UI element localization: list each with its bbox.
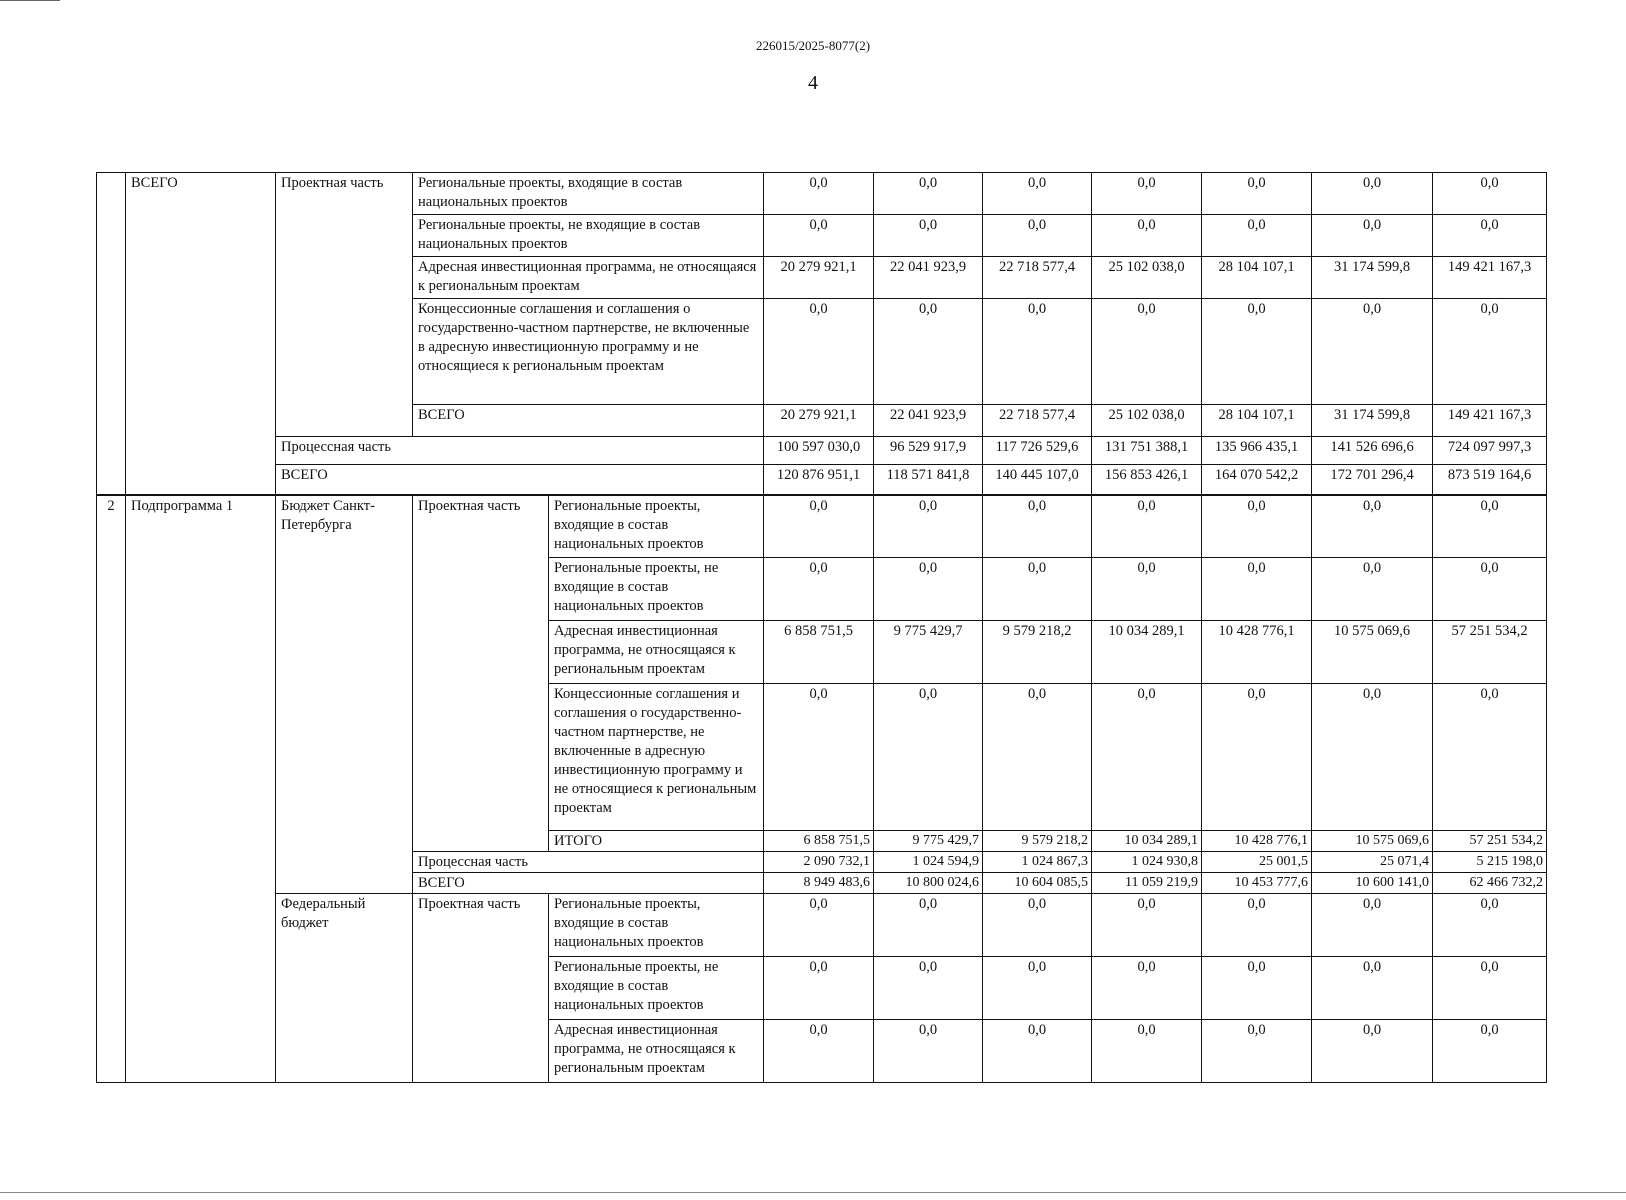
federal-budget-label: Федеральный бюджет xyxy=(276,894,413,1083)
value-cell: 31 174 599,8 xyxy=(1312,257,1433,299)
value-cell: 0,0 xyxy=(1092,215,1202,257)
total-label: ВСЕГО xyxy=(276,465,764,495)
value-cell: 0,0 xyxy=(1312,299,1433,405)
value-cell: 10 034 289,1 xyxy=(1092,621,1202,684)
value-cell: 0,0 xyxy=(1433,558,1547,621)
value-cell: 135 966 435,1 xyxy=(1202,437,1312,465)
value-cell: 31 174 599,8 xyxy=(1312,405,1433,437)
section-label: ВСЕГО xyxy=(126,173,276,495)
value-cell: 0,0 xyxy=(874,957,983,1020)
value-cell: 10 453 777,6 xyxy=(1202,873,1312,894)
value-cell: 0,0 xyxy=(1202,558,1312,621)
value-cell: 0,0 xyxy=(1092,173,1202,215)
value-cell: 0,0 xyxy=(1202,957,1312,1020)
value-cell: 0,0 xyxy=(1433,957,1547,1020)
table-row xyxy=(97,173,1547,215)
value-cell: 10 034 289,1 xyxy=(1092,831,1202,852)
project-part-label: Проектная часть xyxy=(413,495,549,852)
value-cell: 120 876 951,1 xyxy=(764,465,874,495)
value-cell: 0,0 xyxy=(1433,173,1547,215)
value-cell: 22 041 923,9 xyxy=(874,257,983,299)
value-cell: 1 024 594,9 xyxy=(874,852,983,873)
value-cell: 9 775 429,7 xyxy=(874,831,983,852)
row-label: Региональные проекты, входящие в состав национальных проектов xyxy=(549,495,764,558)
value-cell: 6 858 751,5 xyxy=(764,621,874,684)
value-cell: 62 466 732,2 xyxy=(1433,873,1547,894)
value-cell: 0,0 xyxy=(1202,894,1312,957)
value-cell: 20 279 921,1 xyxy=(764,405,874,437)
value-cell: 22 718 577,4 xyxy=(983,257,1092,299)
value-cell: 8 949 483,6 xyxy=(764,873,874,894)
value-cell: 0,0 xyxy=(764,495,874,558)
value-cell: 9 579 218,2 xyxy=(983,831,1092,852)
value-cell: 9 579 218,2 xyxy=(983,621,1092,684)
value-cell: 0,0 xyxy=(1092,495,1202,558)
value-cell: 0,0 xyxy=(1433,495,1547,558)
value-cell: 0,0 xyxy=(874,173,983,215)
value-cell: 0,0 xyxy=(1092,1020,1202,1083)
value-cell: 2 090 732,1 xyxy=(764,852,874,873)
table-row xyxy=(97,437,1547,465)
value-cell: 0,0 xyxy=(1312,173,1433,215)
scan-bottom-line xyxy=(0,1192,1626,1193)
value-cell: 0,0 xyxy=(1092,894,1202,957)
value-cell: 10 575 069,6 xyxy=(1312,621,1433,684)
spb-budget-label: Бюджет Санкт-Петербурга xyxy=(276,495,413,894)
value-cell: 1 024 867,3 xyxy=(983,852,1092,873)
value-cell: 0,0 xyxy=(983,684,1092,831)
value-cell: 0,0 xyxy=(1202,299,1312,405)
value-cell: 0,0 xyxy=(874,558,983,621)
document-reg-number: 226015/2025-8077(2) xyxy=(755,38,871,53)
row-label: Региональные проекты, не входящие в состав национальных проектов xyxy=(549,558,764,621)
value-cell: 131 751 388,1 xyxy=(1092,437,1202,465)
value-cell: 0,0 xyxy=(1312,495,1433,558)
value-cell: 57 251 534,2 xyxy=(1433,831,1547,852)
value-cell: 10 428 776,1 xyxy=(1202,621,1312,684)
value-cell: 0,0 xyxy=(1312,1020,1433,1083)
value-cell: 0,0 xyxy=(874,299,983,405)
value-cell: 0,0 xyxy=(764,173,874,215)
row-label: Региональные проекты, не входящие в состав национальных проектов xyxy=(413,215,764,257)
project-part-label: Проектная часть xyxy=(276,173,413,437)
subprogram-label: Подпрограмма 1 xyxy=(126,495,276,1083)
value-cell: 1 024 930,8 xyxy=(1092,852,1202,873)
value-cell: 0,0 xyxy=(1433,684,1547,831)
row-index-empty xyxy=(97,173,126,495)
total-label: ВСЕГО xyxy=(413,873,764,894)
value-cell: 0,0 xyxy=(874,1020,983,1083)
row-label: Концессионные соглашения и соглашения о государственно-частном партнерстве, не включенные в адресную инвестиционную программу и не относящиеся к региональным проектам xyxy=(549,684,764,831)
value-cell: 0,0 xyxy=(874,684,983,831)
value-cell: 0,0 xyxy=(1433,299,1547,405)
value-cell: 0,0 xyxy=(1092,684,1202,831)
value-cell: 0,0 xyxy=(1202,215,1312,257)
value-cell: 25 071,4 xyxy=(1312,852,1433,873)
value-cell: 0,0 xyxy=(1092,957,1202,1020)
value-cell: 57 251 534,2 xyxy=(1433,621,1547,684)
project-part-label: Проектная часть xyxy=(413,894,549,1083)
value-cell: 0,0 xyxy=(983,894,1092,957)
value-cell: 10 800 024,6 xyxy=(874,873,983,894)
value-cell: 0,0 xyxy=(764,215,874,257)
value-cell: 0,0 xyxy=(764,957,874,1020)
row-label: Адресная инвестиционная программа, не относящаяся к региональным проектам xyxy=(549,621,764,684)
value-cell: 0,0 xyxy=(1312,684,1433,831)
row-label: Региональные проекты, входящие в состав национальных проектов xyxy=(413,173,764,215)
value-cell: 6 858 751,5 xyxy=(764,831,874,852)
value-cell: 0,0 xyxy=(1312,215,1433,257)
value-cell: 0,0 xyxy=(983,558,1092,621)
value-cell: 140 445 107,0 xyxy=(983,465,1092,495)
row-label: Региональные проекты, не входящие в состав национальных проектов xyxy=(549,957,764,1020)
value-cell: 22 041 923,9 xyxy=(874,405,983,437)
value-cell: 873 519 164,6 xyxy=(1433,465,1547,495)
value-cell: 96 529 917,9 xyxy=(874,437,983,465)
value-cell: 25 102 038,0 xyxy=(1092,405,1202,437)
value-cell: 20 279 921,1 xyxy=(764,257,874,299)
table-row xyxy=(97,495,1547,558)
value-cell: 0,0 xyxy=(1202,495,1312,558)
row-label: Концессионные соглашения и соглашения о государственно-частном партнерстве, не включенные в адресную инвестиционную программу и не относящиеся к региональным проектам xyxy=(413,299,764,405)
value-cell: 149 421 167,3 xyxy=(1433,405,1547,437)
row-label: ИТОГО xyxy=(549,831,764,852)
value-cell: 28 104 107,1 xyxy=(1202,405,1312,437)
scan-edge-line xyxy=(0,0,60,1)
page-number: 4 xyxy=(808,72,818,94)
value-cell: 0,0 xyxy=(1433,215,1547,257)
value-cell: 0,0 xyxy=(874,894,983,957)
row-label: Региональные проекты, входящие в состав национальных проектов xyxy=(549,894,764,957)
value-cell: 172 701 296,4 xyxy=(1312,465,1433,495)
value-cell: 11 059 219,9 xyxy=(1092,873,1202,894)
value-cell: 0,0 xyxy=(764,1020,874,1083)
value-cell: 100 597 030,0 xyxy=(764,437,874,465)
value-cell: 10 428 776,1 xyxy=(1202,831,1312,852)
value-cell: 0,0 xyxy=(1202,1020,1312,1083)
row-label: ВСЕГО xyxy=(413,405,764,437)
value-cell: 0,0 xyxy=(983,957,1092,1020)
value-cell: 0,0 xyxy=(1433,894,1547,957)
value-cell: 5 215 198,0 xyxy=(1433,852,1547,873)
process-part-label: Процессная часть xyxy=(276,437,764,465)
value-cell: 0,0 xyxy=(983,1020,1092,1083)
budget-table xyxy=(96,172,1547,1083)
value-cell: 724 097 997,3 xyxy=(1433,437,1547,465)
table-row xyxy=(97,465,1547,495)
row-index: 2 xyxy=(97,495,126,1083)
value-cell: 9 775 429,7 xyxy=(874,621,983,684)
value-cell: 156 853 426,1 xyxy=(1092,465,1202,495)
value-cell: 0,0 xyxy=(983,495,1092,558)
value-cell: 0,0 xyxy=(1312,894,1433,957)
value-cell: 0,0 xyxy=(764,684,874,831)
value-cell: 0,0 xyxy=(1433,1020,1547,1083)
value-cell: 0,0 xyxy=(1202,173,1312,215)
value-cell: 118 571 841,8 xyxy=(874,465,983,495)
value-cell: 0,0 xyxy=(1092,299,1202,405)
process-part-label: Процессная часть xyxy=(413,852,764,873)
value-cell: 0,0 xyxy=(764,894,874,957)
value-cell: 10 575 069,6 xyxy=(1312,831,1433,852)
value-cell: 0,0 xyxy=(1202,684,1312,831)
value-cell: 149 421 167,3 xyxy=(1433,257,1547,299)
value-cell: 117 726 529,6 xyxy=(983,437,1092,465)
row-label: Адресная инвестиционная программа, не относящаяся к региональным проектам xyxy=(413,257,764,299)
value-cell: 0,0 xyxy=(983,173,1092,215)
value-cell: 10 600 141,0 xyxy=(1312,873,1433,894)
value-cell: 0,0 xyxy=(1312,957,1433,1020)
value-cell: 0,0 xyxy=(764,558,874,621)
value-cell: 25 001,5 xyxy=(1202,852,1312,873)
value-cell: 0,0 xyxy=(983,299,1092,405)
value-cell: 28 104 107,1 xyxy=(1202,257,1312,299)
value-cell: 0,0 xyxy=(1312,558,1433,621)
value-cell: 25 102 038,0 xyxy=(1092,257,1202,299)
value-cell: 0,0 xyxy=(764,299,874,405)
value-cell: 0,0 xyxy=(874,495,983,558)
value-cell: 141 526 696,6 xyxy=(1312,437,1433,465)
value-cell: 22 718 577,4 xyxy=(983,405,1092,437)
row-label: Адресная инвестиционная программа, не относящаяся к региональным проектам xyxy=(549,1020,764,1083)
value-cell: 0,0 xyxy=(1092,558,1202,621)
value-cell: 10 604 085,5 xyxy=(983,873,1092,894)
value-cell: 164 070 542,2 xyxy=(1202,465,1312,495)
value-cell: 0,0 xyxy=(983,215,1092,257)
value-cell: 0,0 xyxy=(874,215,983,257)
table-row xyxy=(97,894,1547,957)
